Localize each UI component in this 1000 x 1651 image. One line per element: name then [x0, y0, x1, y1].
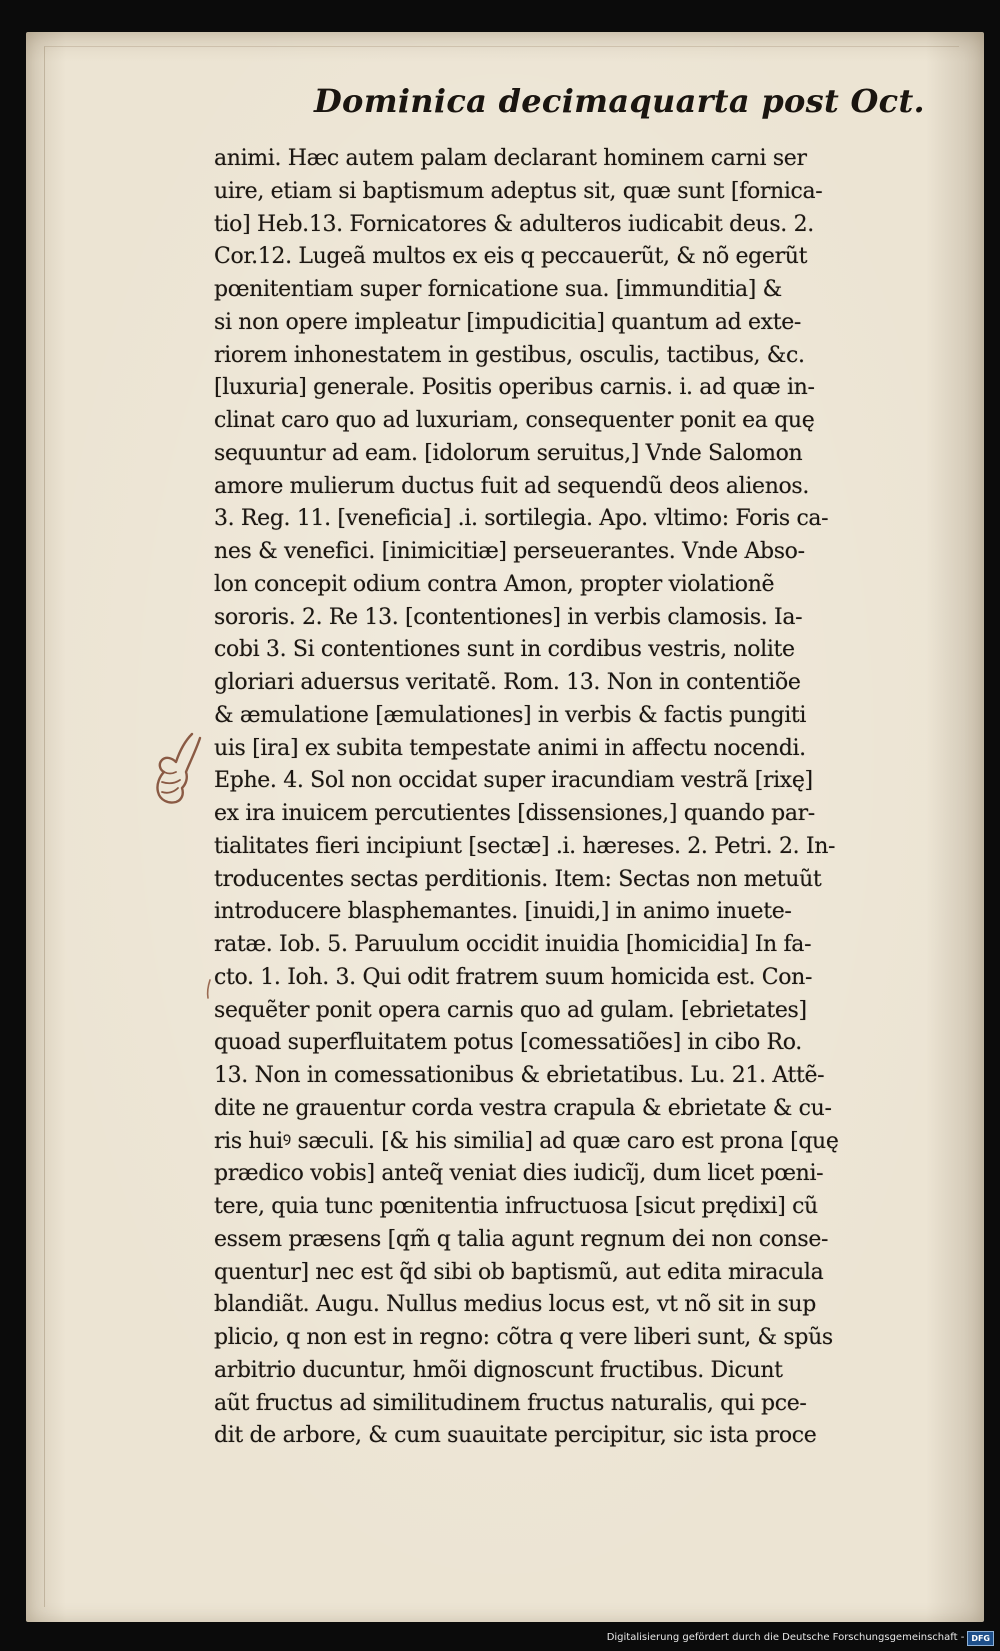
text-line: ris huiꝰ sæculi. [& his similia] ad quæ caro est prona [quę	[214, 1128, 839, 1154]
text-line: pœnitentiam super fornicatione sua. [immunditia] &	[214, 277, 782, 302]
text-line: riorem inhonestatem in gestibus, osculis, tactibus, &c.	[214, 342, 805, 368]
text-line: prædico vobis] anteq̃ veniat dies iudicĩj, dum licet pœni-	[214, 1161, 824, 1187]
text-line: 13. Non in comessationibus & ebrietatibus. Lu. 21. Attẽ-	[214, 1063, 825, 1088]
text-line: sororis. 2. Re 13. [contentiones] in verbis clamosis. Ia-	[214, 604, 803, 630]
text-line: dit de arbore, & cum suauitate percipitur, sic ista proce	[214, 1423, 817, 1449]
text-line: sequuntur ad eam. [idolorum seruitus,] Vnde Salomon	[214, 440, 803, 466]
body-text	[214, 143, 914, 1453]
text-line: quentur] nec est q̃d sibi ob baptismũ, aut edita miracula	[214, 1259, 824, 1285]
text-line: animi. Hæc autem palam declarant hominem carni ser	[214, 146, 807, 171]
text-line: cto. 1. Ioh. 3. Qui odit fratrem suum homicida est. Con-	[214, 964, 813, 990]
text-line: blandiãt. Augu. Nullus medius locus est, vt nõ sit in sup	[214, 1292, 816, 1318]
running-head: Dominica decimaquarta post Oct.	[314, 82, 925, 120]
text-line: tere, quia tunc pœnitentia infructuosa [sicut prędixi] cũ	[214, 1194, 818, 1219]
text-line: sequẽter ponit opera carnis quo ad gulam. [ebrietates]	[214, 997, 807, 1023]
text-line: tialitates fieri incipiunt [sectæ] .i. hæreses. 2. Petri. 2. In-	[214, 833, 836, 859]
text-line: uire, etiam si baptismum adeptus sit, quæ sunt [fornica-	[214, 178, 823, 204]
pointing-hand-icon	[148, 728, 208, 812]
text-line: & æmulatione [æmulationes] in verbis & factis pungiti	[214, 702, 807, 728]
credit-text: Digitalisierung gefördert durch die Deutsche Forschungsgemeinschaft -	[606, 1632, 965, 1643]
text-line: tio] Heb.13. Fornicatores & adulteros iudicabit deus. 2.	[214, 211, 814, 237]
text-line: nes & venefici. [inimicitiæ] perseuerantes. Vnde Abso-	[214, 539, 805, 564]
text-line: plicio, q non est in regno: cõtra q vere liberi sunt, & spũs	[214, 1325, 833, 1350]
text-line: ratæ. Iob. 5. Paruulum occidit inuidia [homicidia] In fa-	[214, 932, 812, 957]
text-line: quoad superfluitatem potus [comessatiões] in cibo Ro.	[214, 1030, 802, 1056]
text-line: Ephe. 4. Sol non occidat super iracundiam vestrã [rixę]	[214, 768, 813, 794]
text-line: [luxuria] generale. Positis operibus carnis. i. ad quæ in-	[214, 375, 815, 401]
text-line: amore mulierum ductus fuit ad sequendũ deos alienos.	[214, 473, 809, 499]
text-line: troducentes sectas perditionis. Item: Sectas non metuũt	[214, 866, 822, 892]
dfg-logo: DFG	[967, 1631, 994, 1646]
text-line: 3. Reg. 11. [veneficia] .i. sortilegia. Apo. vltimo: Foris ca-	[214, 506, 829, 532]
digitization-credit	[607, 1631, 994, 1645]
text-line: gloriari aduersus veritatẽ. Rom. 13. Non in contentiõe	[214, 670, 801, 695]
text-line: ex ira inuicem percutientes [dissensiones,] quando par-	[214, 801, 815, 826]
text-line: arbitrio ducuntur, hmõi dignoscunt fructibus. Dicunt	[214, 1357, 783, 1383]
text-line: essem præsens [qm̃ q talia agunt regnum dei non conse-	[214, 1226, 829, 1252]
text-line: introducere blasphemantes. [inuidi,] in animo inuete-	[214, 899, 792, 925]
text-line: dite ne grauentur corda vestra crapula & ebrietate & cu-	[214, 1095, 832, 1121]
text-line: Cor.12. Lugeã multos ex eis q peccauerũt, & nõ egerũt	[214, 244, 808, 270]
text-line: cobi 3. Si contentiones sunt in cordibus vestris, nolite	[214, 637, 795, 663]
text-line: si non opere impleatur [impudicitia] quantum ad exte-	[214, 309, 801, 335]
text-line: clinat caro quo ad luxuriam, consequenter ponit ea quę	[214, 408, 815, 433]
text-line: uis [ira] ex subita tempestate animi in affectu nocendi.	[214, 735, 806, 761]
text-line: aũt fructus ad similitudinem fructus naturalis, qui pce-	[214, 1390, 807, 1416]
text-line: lon concepit odium contra Amon, propter violationẽ	[214, 571, 775, 597]
margin-mark	[204, 978, 214, 1000]
